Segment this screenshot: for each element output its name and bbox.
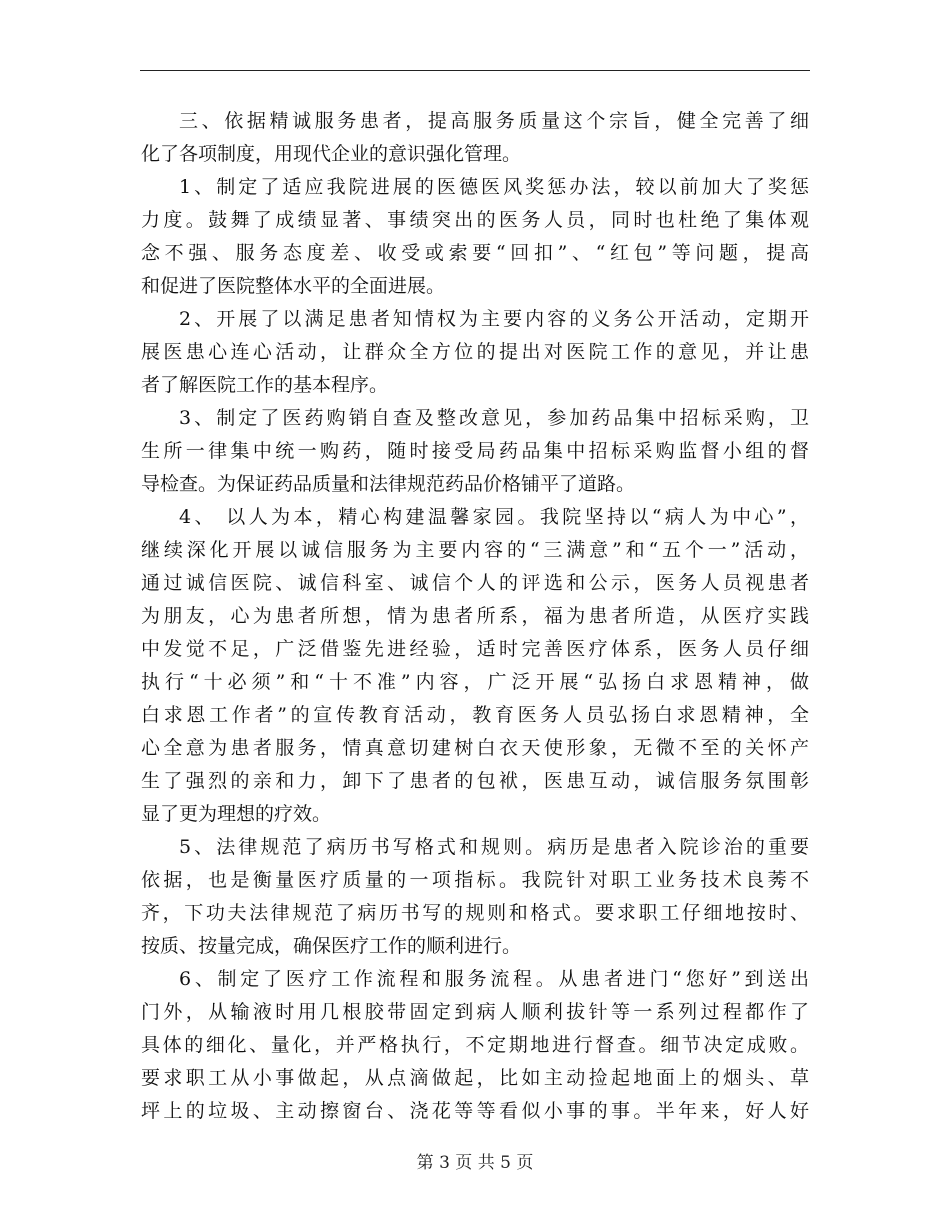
- text-line: 生所一律集中统一购药，随时接受局药品集中招标采购监督小组的督: [141, 440, 809, 462]
- text-line: 三、依据精诚服务患者，提高服务质量这个宗旨，健全完善了细: [179, 110, 809, 132]
- document-body: [141, 105, 809, 1128]
- paragraph-2: [141, 303, 809, 402]
- text-line: 展医患心连心活动，让群众全方位的提出对医院工作的意见，并让患: [141, 341, 809, 363]
- text-line: 化了各项制度，用现代企业的意识强化管理。: [141, 143, 522, 165]
- text-line: 白求恩工作者”的宣传教育活动，教育医务人员弘扬白求恩精神，全: [141, 704, 809, 726]
- text-line: 和促进了医院整体水平的全面进展。: [141, 275, 446, 297]
- text-line: 6、制定了医疗工作流程和服务流程。从患者进门“您好”到送出: [179, 968, 809, 990]
- text-line: 生了强烈的亲和力，卸下了患者的包袱，医患互动，诚信服务氛围彰: [141, 770, 809, 792]
- text-line: 齐，下功夫法律规范了病历书写的规则和格式。要求职工仔细地按时、: [141, 902, 809, 924]
- text-line: 门外，从输液时用几根胶带固定到病人顺利拔针等一系列过程都作了: [141, 1001, 809, 1023]
- text-line: 按质、按量完成，确保医疗工作的顺利进行。: [141, 935, 522, 957]
- text-line: 中发觉不足，广泛借鉴先进经验，适时完善医疗体系，医务人员仔细: [141, 638, 809, 660]
- paragraph-intro: [141, 105, 809, 171]
- text-line: 念不强、服务态度差、收受或索要“回扣”、“红包”等问题，提高: [141, 242, 809, 264]
- text-line: 2、开展了以满足患者知情权为主要内容的义务公开活动，定期开: [179, 308, 809, 330]
- text-line: 4、 以人为本，精心构建温馨家园。我院坚持以“病人为中心”，: [179, 506, 809, 528]
- text-line: 要求职工从小事做起，从点滴做起，比如主动捡起地面上的烟头、草: [141, 1067, 809, 1089]
- text-line: 继续深化开展以诚信服务为主要内容的“三满意”和“五个一”活动，: [141, 539, 809, 561]
- paragraph-1: [141, 171, 809, 303]
- paragraph-6: [141, 963, 809, 1128]
- text-line: 具体的细化、量化，并严格执行，不定期地进行督查。细节决定成败。: [141, 1034, 809, 1056]
- text-line: 力度。鼓舞了成绩显著、事绩突出的医务人员，同时也杜绝了集体观: [141, 209, 809, 231]
- text-line: 坪上的垃圾、主动擦窗台、浇花等等看似小事的事。半年来，好人好: [141, 1100, 809, 1122]
- text-line: 3、制定了医药购销自查及整改意见，参加药品集中招标采购，卫: [179, 407, 809, 429]
- text-line: 通过诚信医院、诚信科室、诚信个人的评选和公示，医务人员视患者: [141, 572, 809, 594]
- text-line: 执行“十必须”和“十不准”内容，广泛开展“弘扬白求恩精神，做: [141, 671, 809, 693]
- text-line: 显了更为理想的疗效。: [141, 803, 332, 825]
- text-line: 1、制定了适应我院进展的医德医风奖惩办法，较以前加大了奖惩: [179, 176, 809, 198]
- text-line: 心全意为患者服务，情真意切建树白衣天使形象，无微不至的关怀产: [141, 737, 809, 759]
- page-number: 第 3 页 共 5 页: [416, 1153, 534, 1173]
- text-line: 者了解医院工作的基本程序。: [141, 374, 389, 396]
- text-line: 导检查。为保证药品质量和法律规范药品价格铺平了道路。: [141, 473, 636, 495]
- paragraph-5: [141, 831, 809, 963]
- paragraph-3: [141, 402, 809, 501]
- paragraph-4: [141, 501, 809, 831]
- text-line: 依据，也是衡量医疗质量的一项指标。我院针对职工业务技术良莠不: [141, 869, 809, 891]
- header-rule: [140, 70, 810, 71]
- text-line: 5、法律规范了病历书写格式和规则。病历是患者入院诊治的重要: [179, 836, 809, 858]
- text-line: 为朋友，心为患者所想，情为患者所系，福为患者所造，从医疗实践: [141, 605, 809, 627]
